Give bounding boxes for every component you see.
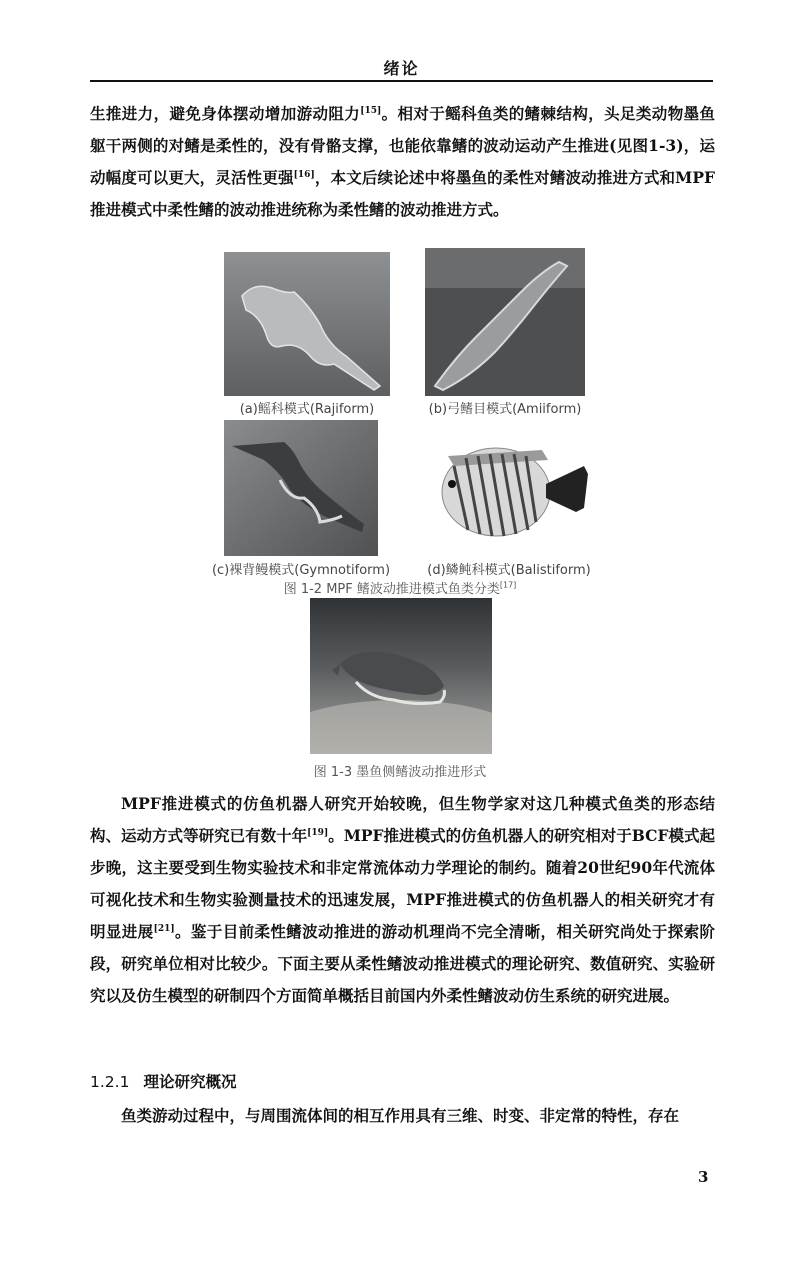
paragraph-1	[90, 98, 715, 226]
subcaption-c: (c)裸背鳗模式(Gymnotiform)	[211, 563, 391, 578]
para1-ref-2: [16]	[293, 169, 315, 180]
para1-ref-1: [15]	[360, 105, 382, 116]
photo-cuttlefish	[310, 598, 492, 754]
photo-balistiform	[424, 426, 594, 556]
paragraph-2	[90, 788, 715, 1012]
para1-text-2: 。相对于鳐科鱼类的鳍棘结构，头足类动物墨鱼躯干两侧的对鳍是柔性的，没有骨骼支撑，也能依靠鳍的波动运动产生推进(见图1-3)，运动幅度可以更大，灵活性更强	[90, 104, 715, 187]
para2-ref-1: [19]	[307, 827, 329, 838]
photo-amiiform	[425, 248, 585, 396]
subcaption-d: (d)鳞鲀科模式(Balistiform)	[427, 563, 591, 578]
para1-text-3: ，本文后续论述中将墨鱼的柔性对鳍波动推进方式和MPF推进模式中柔性鳍的波动推进统称为柔性鳍的波动推进方式。	[90, 168, 715, 219]
figure-1-3-caption: 图 1-3 墨鱼侧鳍波动推进形式	[313, 765, 487, 780]
subcaption-a: (a)鳐科模式(Rajiform)	[239, 402, 375, 417]
section-number: 1.2.1	[90, 1073, 130, 1091]
para2-text-3: 。鉴于目前柔性鳍波动推进的游动机理尚不完全清晰，相关研究尚处于探索阶段，研究单位相对比较少。下面主要从柔性鳍波动推进模式的理论研究、数值研究、实验研究以及仿生模型的研制四个方面简单概括目前国内外柔性鳍波动仿生系统的研究进展。	[90, 922, 715, 1005]
page-number: 3	[698, 1168, 709, 1186]
paragraph-3: 鱼类游动过程中，与周围流体间的相互作用具有三维、时变、非定常的特性，存在	[121, 1106, 680, 1125]
section-title: 理论研究概况	[143, 1072, 237, 1091]
photo-rajiform	[224, 252, 390, 396]
figure-1-2-caption-text: 图 1-2 MPF 鳍波动推进模式鱼类分类	[283, 582, 500, 597]
running-header: 绪论	[383, 59, 420, 78]
para2-text-1: MPF推进模式的仿鱼机器人研究开始较晚，但生物学家对这几种模式鱼类的形态结构、运动方式等研究已有数十年	[90, 794, 715, 845]
figure-1-2-caption	[200, 578, 600, 597]
para2-ref-2: [21]	[153, 923, 175, 934]
section-heading	[90, 1070, 236, 1092]
subcaption-b: (b)弓鳍目模式(Amiiform)	[428, 402, 582, 417]
header-rule	[90, 80, 713, 82]
para2-text-2: 。MPF推进模式的仿鱼机器人的研究相对于BCF模式起步晚，这主要受到生物实验技术和非定常流体动力学理论的制约。随着20世纪90年代流体可视化技术和生物实验测量技术的迅速发展，MPF推进模式的仿鱼机器人的相关研究才有明显进展	[90, 826, 715, 941]
figure-1-2-caption-ref: [17]	[499, 580, 517, 590]
photo-gymnotiform	[224, 420, 378, 556]
para1-text-1: 生推进力，避免身体摆动增加游动阻力	[90, 104, 361, 123]
